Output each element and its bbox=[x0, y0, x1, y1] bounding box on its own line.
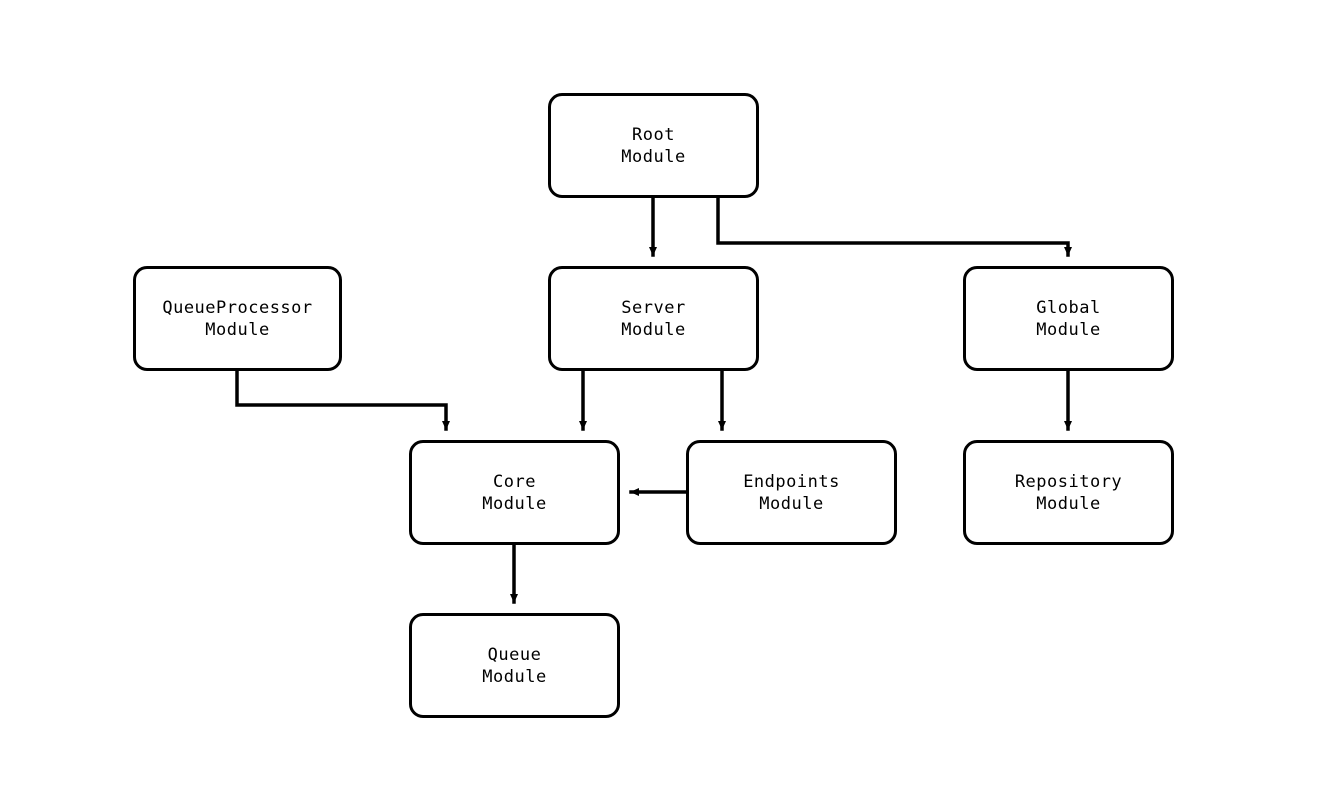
node-queueprocessor-module[interactable] bbox=[133, 266, 342, 371]
node-repository-module[interactable] bbox=[963, 440, 1174, 545]
node-label-line2: Module bbox=[621, 146, 686, 167]
node-label-line2: Module bbox=[1036, 493, 1101, 514]
node-label-line1: QueueProcessor bbox=[162, 297, 313, 318]
node-queue-module[interactable] bbox=[409, 613, 620, 718]
node-endpoints-module[interactable] bbox=[686, 440, 897, 545]
edge-root-global bbox=[718, 198, 1068, 255]
node-label-line2: Module bbox=[621, 319, 686, 340]
node-global-module[interactable] bbox=[963, 266, 1174, 371]
node-label-line2: Module bbox=[482, 666, 547, 687]
node-core-module[interactable] bbox=[409, 440, 620, 545]
node-label-line2: Module bbox=[482, 493, 547, 514]
node-label-line2: Module bbox=[205, 319, 270, 340]
node-label-line2: Module bbox=[759, 493, 824, 514]
node-label-line1: Repository bbox=[1014, 471, 1123, 492]
node-label-line2: Module bbox=[1036, 319, 1101, 340]
edge-queueprocessor-core bbox=[237, 371, 446, 429]
node-label-line1: Root bbox=[632, 124, 675, 145]
node-label-line1: Core bbox=[493, 471, 536, 492]
node-server-module[interactable] bbox=[548, 266, 759, 371]
node-label-line1: Endpoints bbox=[743, 471, 840, 492]
node-label-line1: Global bbox=[1036, 297, 1101, 318]
node-root-module[interactable] bbox=[548, 93, 759, 198]
node-label-line1: Server bbox=[621, 297, 686, 318]
node-label-line1: Queue bbox=[487, 644, 542, 665]
